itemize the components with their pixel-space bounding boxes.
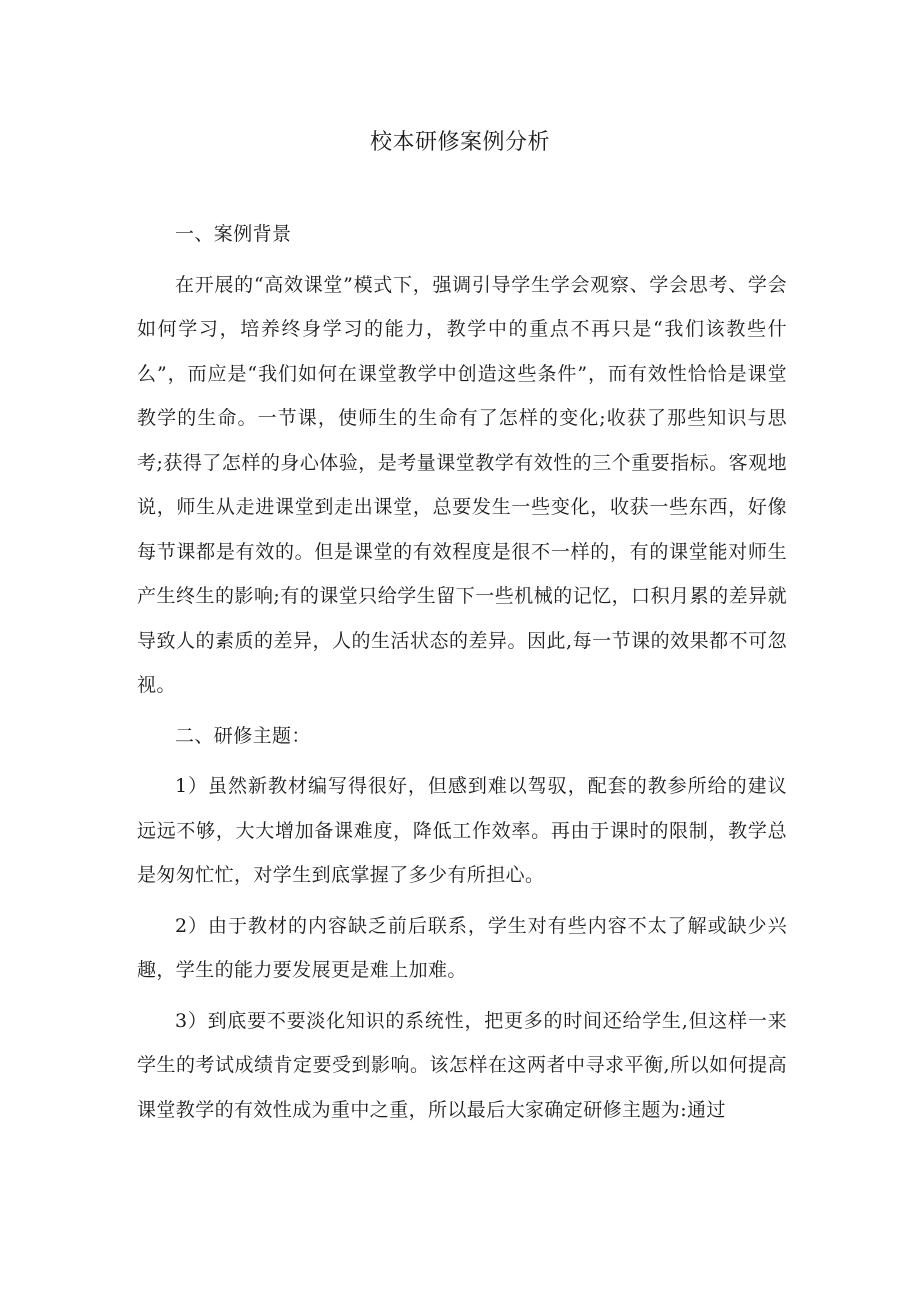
- paragraph-background: 在开展的“高效课堂”模式下，强调引导学生学会观察、学会思考、学会如何学习，培养终身学习的能力，教学中的重点不再只是“我们该教些什么”，而应是“我们如何在课堂教学中创造这些条件”，而有效性恰恰是课堂教学的生命。一节课，使师生的生命有了怎样的变化;收获了那些知识与思考;获得了怎样的身心体验，是考量课堂教学有效性的三个重要指标。客观地说，师生从走进课堂到走出课堂，总要发生一些变化，收获一些东西，好像每节课都是有效的。但是课堂的有效程度是很不一样的，有的课堂能对师生产生终生的影响;有的课堂只给学生留下一些机械的记忆，口积月累的差异就导致人的素质的差异，人的生活状态的差异。因此,每一节课的效果都不可忽视。: [137, 273, 787, 696]
- section-heading-topic: 二、研修主题：: [175, 724, 311, 747]
- topic-item-2: 2）由于教材的内容缺乏前后联系，学生对有些内容不太了解或缺少兴趣，学生的能力要发展更是难上加难。: [137, 914, 787, 981]
- topic-item-3: 3）到底要不要淡化知识的系统性，把更多的时间还给学生,但这样一来学生的考试成绩肯定要受到影响。该怎样在这两者中寻求平衡,所以如何提高课堂教学的有效性成为重中之重，所以最后大家确定研修主题为:通过: [137, 1009, 787, 1121]
- document-title: 校本研修案例分析: [369, 130, 550, 155]
- topic-item-1: 1）虽然新教材编写得很好，但感到难以驾驭，配套的教参所给的建议远远不够，大大增加备课难度，降低工作效率。再由于课时的限制，教学总是匆匆忙忙，对学生到底掌握了多少有所担心。: [137, 775, 787, 886]
- document-body: [137, 212, 787, 1132]
- section-heading-background: 一、案例背景: [175, 223, 292, 245]
